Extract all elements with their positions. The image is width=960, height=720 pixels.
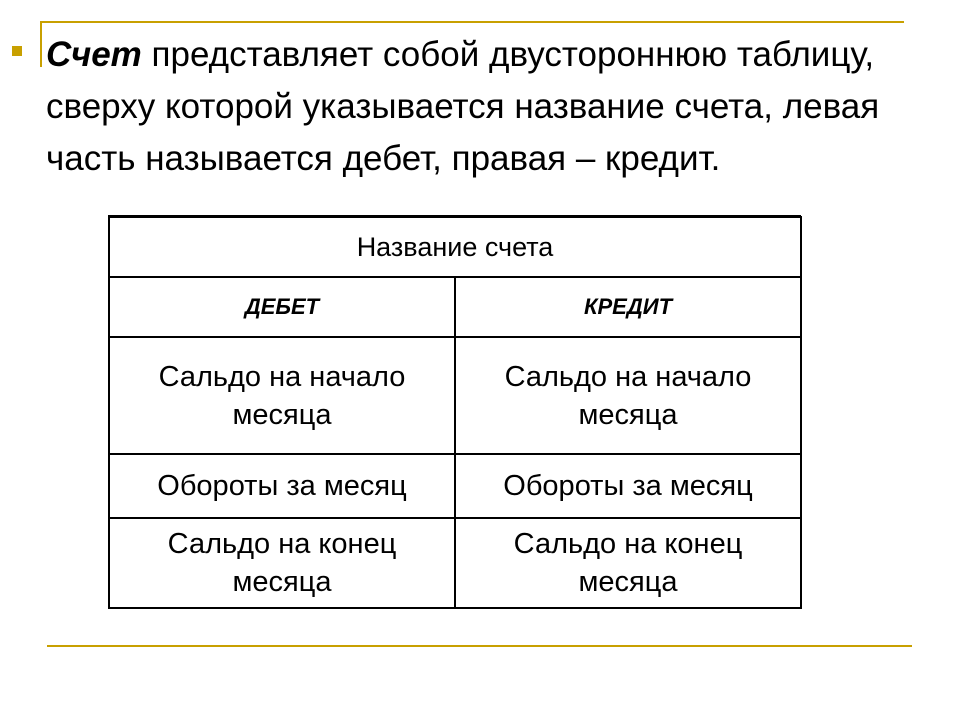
account-table	[108, 216, 802, 609]
table-row	[109, 337, 801, 454]
table-row	[109, 518, 801, 608]
table-header-row	[109, 277, 801, 337]
debit-header: ДЕБЕТ	[109, 277, 455, 337]
credit-turnover: Обороты за месяц	[455, 454, 801, 518]
decorative-vertical-rule	[40, 21, 42, 67]
table-row	[109, 454, 801, 518]
definition-text: представляет собой двустороннюю таблицу, сверху которой указывается название счета, левая часть называется дебет, правая – кредит.	[46, 35, 880, 178]
account-name-cell: Название счета	[109, 217, 801, 277]
definition-term: Счет	[46, 35, 142, 74]
decorative-top-rule	[40, 21, 904, 23]
credit-header: КРЕДИТ	[455, 277, 801, 337]
debit-turnover: Обороты за месяц	[109, 454, 455, 518]
square-bullet-icon	[12, 46, 22, 56]
decorative-bottom-rule	[47, 645, 912, 647]
credit-closing-balance: Сальдо на конец месяца	[455, 518, 801, 608]
debit-closing-balance: Сальдо на конец месяца	[109, 518, 455, 608]
definition-paragraph	[46, 29, 926, 185]
table-title-row	[109, 217, 801, 277]
credit-opening-balance: Сальдо на начало месяца	[455, 337, 801, 454]
debit-opening-balance: Сальдо на начало месяца	[109, 337, 455, 454]
